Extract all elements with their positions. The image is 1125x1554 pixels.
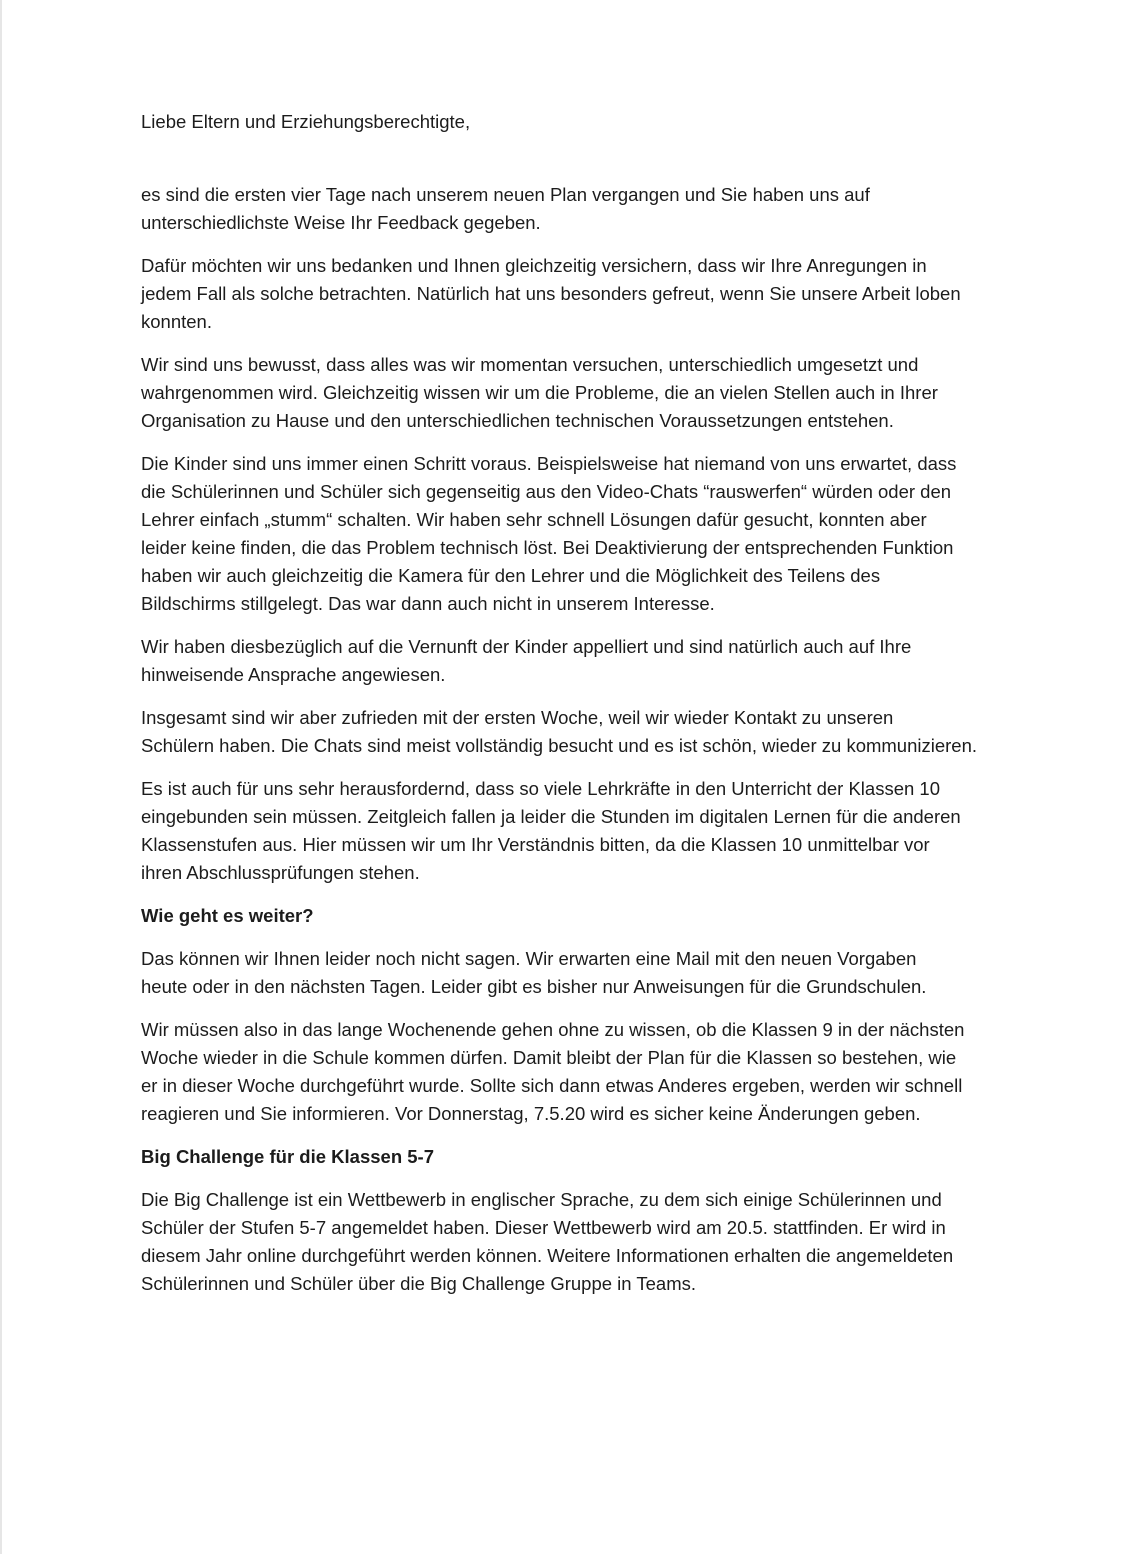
text-line: Klassenstufen aus. Hier müssen wir um Ihr Verständnis bitten, da die Klassen 10 unmittelbar vor	[141, 834, 930, 855]
text-line: Wir müssen also in das lange Wochenende gehen ohne zu wissen, ob die Klassen 9 in der nächsten	[141, 1019, 965, 1040]
text-line: heute oder in den nächsten Tagen. Leider gibt es bisher nur Anweisungen für die Grundschulen.	[141, 976, 927, 997]
paragraph	[141, 181, 1041, 237]
text-line: Schülern haben. Die Chats sind meist vollständig besucht und es ist schön, wieder zu kommunizieren.	[141, 735, 978, 756]
text-line: haben wir auch gleichzeitig die Kamera für den Lehrer und die Möglichkeit des Teilens des	[141, 565, 881, 586]
text-line: er in dieser Woche durchgeführt wurde. Sollte sich dann etwas Anderes ergeben, werden wir schnell	[141, 1075, 963, 1096]
section-heading: Big Challenge für die Klassen 5-7	[141, 1146, 434, 1167]
salutation: Liebe Eltern und Erziehungsberechtigte,	[141, 111, 471, 132]
text-line: Schüler der Stufen 5-7 angemeldet haben. Dieser Wettbewerb wird am 20.5. stattfinden. Er wird in	[141, 1217, 946, 1238]
text-line: Das können wir Ihnen leider noch nicht sagen. Wir erwarten eine Mail mit den neuen Vorgaben	[141, 948, 917, 969]
text-line: Lehrer einfach „stumm“ schalten. Wir haben sehr schnell Lösungen dafür gesucht, konnten aber	[141, 509, 927, 530]
section-heading: Wie geht es weiter?	[141, 905, 314, 926]
paragraph	[141, 252, 1041, 336]
text-line: hinweisende Ansprache angewiesen.	[141, 664, 446, 685]
text-line: Wir sind uns bewusst, dass alles was wir momentan versuchen, unterschiedlich umgesetzt und	[141, 354, 919, 375]
paragraph	[141, 633, 1041, 689]
paragraph	[141, 1186, 1041, 1298]
paragraph	[141, 450, 1041, 618]
text-line: Organisation zu Hause und den unterschiedlichen technischen Voraussetzungen entstehen.	[141, 410, 894, 431]
text-line: Es ist auch für uns sehr herausfordernd, dass so viele Lehrkräfte in den Unterricht der Klassen 10	[141, 778, 941, 799]
paragraph	[141, 704, 1041, 760]
text-line: die Schülerinnen und Schüler sich gegenseitig aus den Video-Chats “rauswerfen“ würden oder den	[141, 481, 952, 502]
paragraph	[141, 775, 1041, 887]
text-line: Dafür möchten wir uns bedanken und Ihnen gleichzeitig versichern, dass wir Ihre Anregungen in	[141, 255, 927, 276]
text-line: Insgesamt sind wir aber zufrieden mit der ersten Woche, weil wir wieder Kontakt zu unseren	[141, 707, 894, 728]
paragraph	[141, 351, 1041, 435]
text-line: Woche wieder in die Schule kommen dürfen. Damit bleibt der Plan für die Klassen so bestehen, wie	[141, 1047, 957, 1068]
text-line: konnten.	[141, 311, 212, 332]
text-line: Die Kinder sind uns immer einen Schritt voraus. Beispielsweise hat niemand von uns erwartet, dass	[141, 453, 957, 474]
text-line: leider keine finden, die das Problem technisch löst. Bei Deaktivierung der entsprechenden Funktion	[141, 537, 954, 558]
text-line: Die Big Challenge ist ein Wettbewerb in englischer Sprache, zu dem sich einige Schülerinnen und	[141, 1189, 942, 1210]
text-line: Wir haben diesbezüglich auf die Vernunft der Kinder appelliert und sind natürlich auch auf Ihre	[141, 636, 912, 657]
text-line: jedem Fall als solche betrachten. Natürlich hat uns besonders gefreut, wenn Sie unsere Arbeit loben	[141, 283, 961, 304]
paragraph	[141, 945, 1041, 1001]
text-line: reagieren und Sie informieren. Vor Donnerstag, 7.5.20 wird es sicher keine Änderungen geben.	[141, 1103, 921, 1124]
text-line: diesem Jahr online durchgeführt werden können. Weitere Informationen erhalten die angemeldeten	[141, 1245, 954, 1266]
text-line: Schülerinnen und Schüler über die Big Challenge Gruppe in Teams.	[141, 1273, 697, 1294]
text-line: Bildschirms stillgelegt. Das war dann auch nicht in unserem Interesse.	[141, 593, 715, 614]
text-line: eingebunden sein müssen. Zeitgleich fallen ja leider die Stunden im digitalen Lernen für die anderen	[141, 806, 961, 827]
text-line: ihren Abschlussprüfungen stehen.	[141, 862, 420, 883]
text-line: es sind die ersten vier Tage nach unserem neuen Plan vergangen und Sie haben uns auf	[141, 184, 870, 205]
paragraph	[141, 1016, 1041, 1128]
text-line: unterschiedlichste Weise Ihr Feedback gegeben.	[141, 212, 541, 233]
text-line: wahrgenommen wird. Gleichzeitig wissen wir um die Probleme, die an vielen Stellen auch in Ihrer	[141, 382, 938, 403]
letter-body	[141, 108, 1041, 1313]
